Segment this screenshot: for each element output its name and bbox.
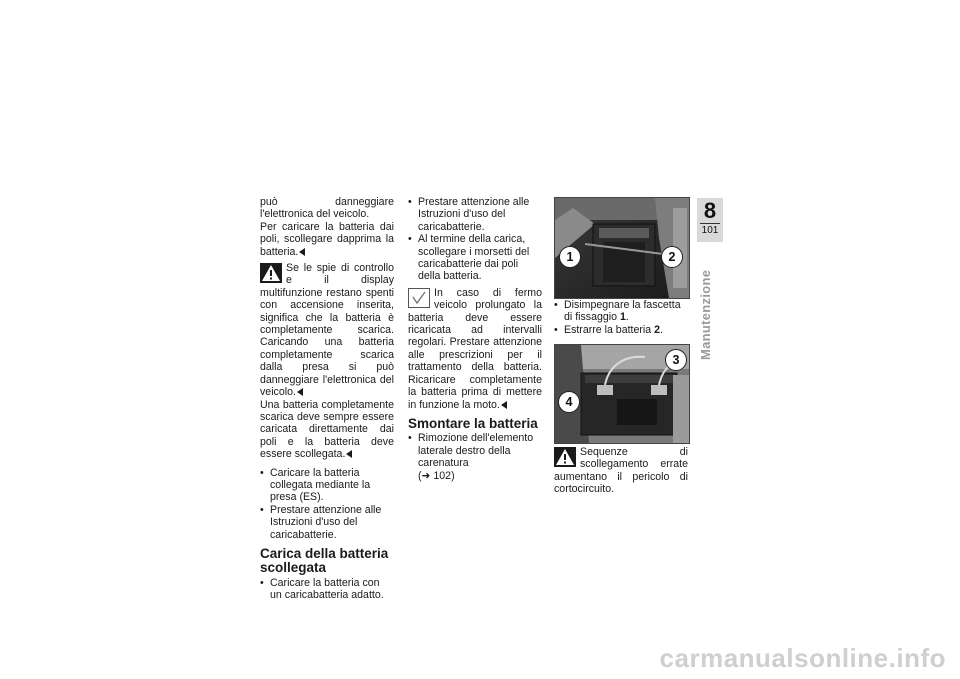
end-mark-icon [297, 388, 303, 396]
warning-text: Se le spie di controllo e il display multifunzione restano spenti con accensione inserita, significa che la batteria è completamente scarica. Caricando una batteria completamente scarica dalla presa si può danneggiare l'elettronica del veicolo. [260, 262, 394, 399]
list-item: • Prestare attenzione alle Istruzioni d'uso del caricabatterie. [408, 196, 542, 233]
column-2 [408, 196, 542, 482]
section-heading: Carica della batteria scollegata [260, 545, 389, 576]
callout-3: 3 [665, 349, 687, 371]
list-item: • Al termine della carica, scollegare i morsetti del caricabatterie dai poli della batteria. [408, 233, 542, 283]
list-item: • Disimpegnare la fascetta di fissaggio 1. [554, 299, 688, 324]
section-heading: Smontare la batteria [408, 415, 538, 431]
warning-note [260, 262, 394, 398]
paragraph: può danneggiare l'elettronica del veicolo. [260, 196, 394, 221]
list-item: • Caricare la batteria con un caricabatteria adatto. [260, 577, 394, 602]
divider [700, 223, 720, 224]
list-item: • Prestare attenzione alle Istruzioni d'uso del caricabatterie. [260, 504, 394, 541]
list-item: • Estrarre la batteria 2. [554, 324, 688, 336]
photo-battery-terminals [554, 344, 690, 444]
page-ref-arrow-icon: ➜ [421, 469, 431, 482]
column-1 [260, 196, 394, 602]
watermark: carmanualsonline.info [659, 643, 946, 673]
note-icon [408, 288, 430, 308]
callout-1: 1 [559, 246, 581, 268]
column-3-steps [554, 299, 688, 336]
bullet-list [408, 196, 542, 283]
chapter-number: 8 [703, 198, 717, 223]
bullet-list [260, 467, 394, 541]
list-item: • Rimozione dell'elemento laterale destro della carenatura (➜ 102) [408, 432, 542, 482]
column-3-warning [554, 446, 688, 496]
end-mark-icon [299, 248, 305, 256]
list-item: • Caricare la batteria collegata mediante la presa (ES). [260, 467, 394, 504]
page-number: 101 [701, 225, 719, 236]
info-note [408, 287, 542, 411]
warning-text: Sequenze di scollegamento errate aumentano il pericolo di cortocircuito. [554, 446, 688, 496]
bullet-list [260, 577, 394, 602]
callout-2: 2 [661, 246, 683, 268]
warning-note [554, 446, 688, 496]
note-text: In caso di fermo veicolo prolungato la batteria deve essere ricaricata ad intervalli regolari. Prestare attenzione alle prescrizioni per il trattamento della batteria. Ricaricare completamente la batteria prima di mettere in funzione la moto. [408, 286, 542, 411]
bullet-list [554, 299, 688, 336]
callout-4: 4 [558, 391, 580, 413]
end-mark-icon [501, 401, 507, 409]
warning-icon [554, 447, 576, 467]
paragraph: Per caricare la batteria dai poli, scollegare dapprima la batteria. [260, 220, 394, 258]
end-mark-icon [346, 450, 352, 458]
chapter-tab [697, 198, 723, 242]
photo-battery-strap [554, 197, 690, 299]
section-label-vertical: Manutenzione [698, 269, 713, 360]
bullet-list [408, 432, 542, 482]
paragraph: Una batteria completamente scarica deve sempre essere caricata direttamente dai poli e la batteria deve essere scollegata. [260, 398, 394, 461]
warning-icon [260, 263, 282, 283]
